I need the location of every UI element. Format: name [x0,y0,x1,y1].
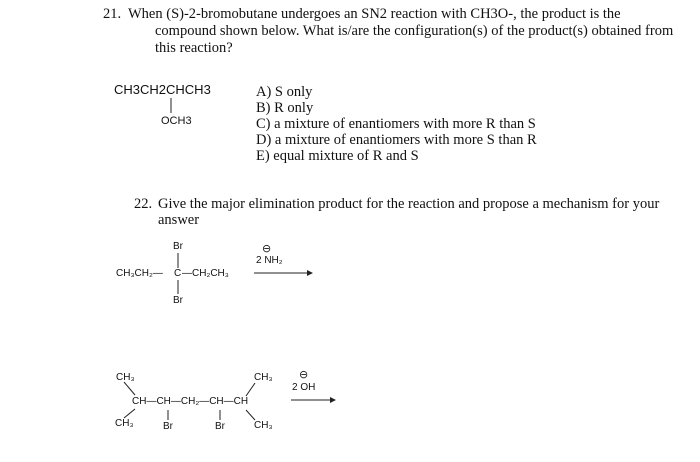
reaction1-right-group: —CH₂CH₃ [182,268,229,279]
q21-option-b: B) R only [256,100,314,116]
reaction2-ch3-top-left: CH₃ [116,372,135,383]
q21-line-1: When (S)-2-bromobutane undergoes an SN2 reaction with CH3O-, the product is the [128,6,621,22]
q22-number: 22. [134,196,153,212]
reaction1-left-group: CH₃CH₂— [116,268,163,279]
reaction1-center-carbon: C [174,268,182,279]
reaction2-reagent: 2 OH [292,382,316,393]
reaction1-top-br: Br [173,241,183,252]
q21-option-c: C) a mixture of enantiomers with more R than S [256,116,536,132]
q21-option-e: E) equal mixture of R and S [256,148,419,164]
reaction2-ch3-bottom-left: CH₃ [115,418,134,429]
reaction2-chain: CH—CH—CH₂—CH—CH [132,396,249,407]
q21-number: 21. [103,6,122,22]
q21-line-3: this reaction? [155,40,233,56]
reaction1-bottom-br: Br [173,295,183,306]
reaction2-br-2: Br [215,421,225,432]
q21-option-d: D) a mixture of enantiomers with more S than R [256,132,537,148]
reaction2-charge: ⊖ [299,369,309,381]
q21-line-2: compound shown below. What is/are the configuration(s) of the product(s) obtained from [155,23,674,39]
reaction1-reagent: 2 NH₂ [256,255,283,266]
q22-line-1: Give the major elimination product for the reaction and propose a mechanism for your [158,196,660,212]
reaction2-ch3-top-right: CH₃ [254,372,273,383]
q21-substituent: OCH3 [161,115,192,127]
reaction2-br-1: Br [163,421,173,432]
reaction1-charge: ⊖ [262,243,272,255]
reaction2-ch3-bottom-right: CH₃ [254,420,273,431]
q21-main-chain: CH3CH2CHCH3 [114,82,211,97]
q22-line-2: answer [158,212,200,228]
q21-option-a: A) S only [256,84,313,100]
